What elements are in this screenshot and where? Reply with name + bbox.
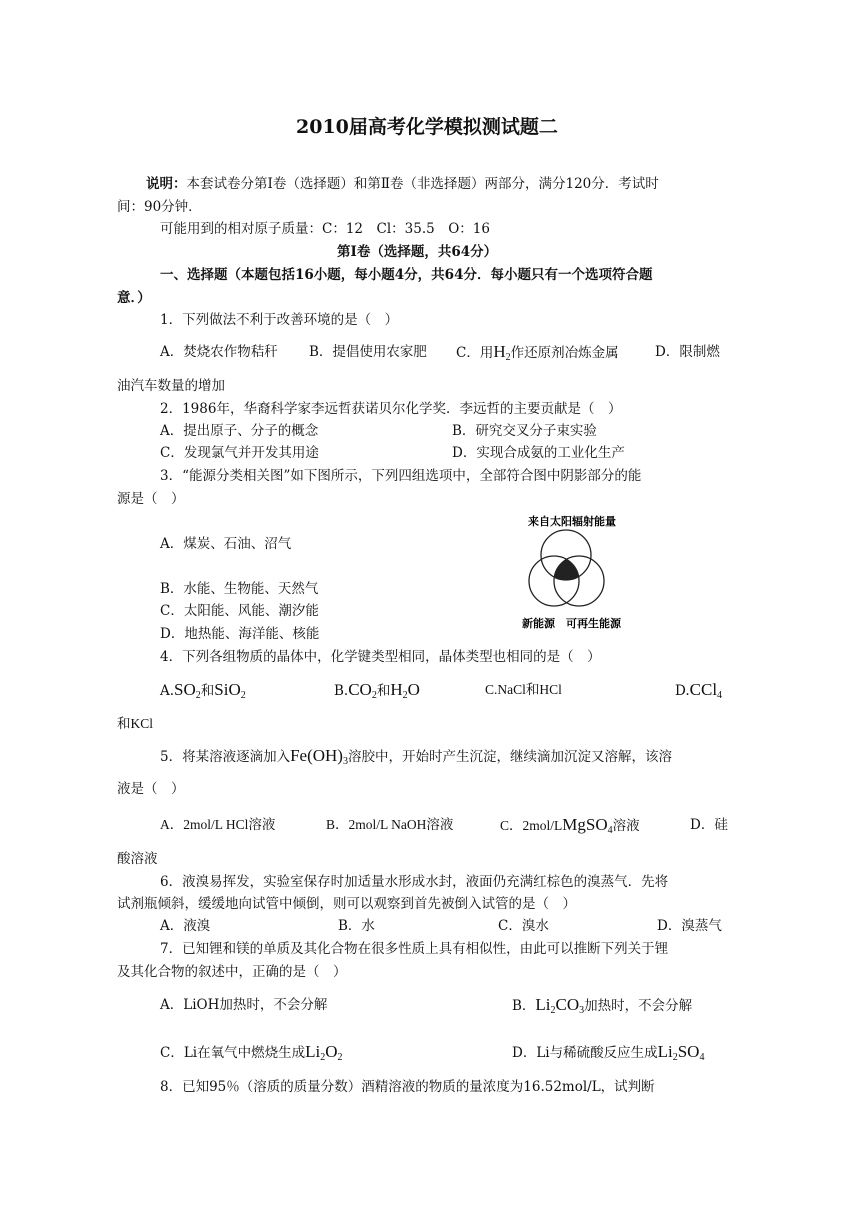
q3-option-c: C．太阳能、风能、潮汐能	[160, 603, 319, 619]
q2-option-a: A．提出原子、分子的概念	[160, 423, 319, 439]
q1-option-b: B．提倡使用农家肥	[309, 344, 427, 360]
q4-option-c: C.NaCl和HCl	[485, 682, 562, 697]
q3-stem-line-2: 源是（ ）	[117, 491, 185, 507]
q6-option-c: C．溴水	[498, 918, 549, 934]
q1-option-d-continued: 油汽车数量的增加	[117, 378, 225, 394]
q4-option-b: $B.CO_2$和$H_2O$	[334, 680, 420, 701]
q6-option-a: A．液溴	[160, 918, 211, 934]
q4-option-a: $A.SO_2$和SiO$_2$	[160, 680, 246, 701]
q7-stem-line-2: 及其化合物的叙述中，正确的是（ ）	[117, 964, 347, 980]
q7-option-b: B．$Li_2CO_3$加热时，不会分解	[512, 995, 693, 1016]
section1-line-2: 意．）	[117, 290, 151, 306]
q2-stem: 2．1986年，华裔科学家李远哲获诺贝尔化学奖．李远哲的主要贡献是（ ）	[160, 401, 622, 417]
q3-stem-line-1: 3．“能源分类相关图”如下图所示，下列四组选项中，全部符合图中阴影部分的能	[160, 468, 642, 484]
q2-option-c: C．发现氯气并开发其用途	[160, 445, 319, 461]
q5-option-c: C．2mol/LMgSO$_4$溶液	[500, 815, 640, 836]
q8-stem: 8．已知95％（溶质的质量分数）酒精溶液的物质的量浓度为16.52mol/L，试判断	[160, 1079, 655, 1095]
intro-line-1	[146, 174, 659, 194]
q3-option-b: B．水能、生物能、天然气	[160, 581, 319, 597]
q4-option-d-continued: 和KCl	[117, 716, 154, 731]
q1-option-a: A．焚烧农作物秸秆	[160, 344, 278, 360]
q5-option-b: B．2mol/L NaOH溶液	[326, 817, 454, 832]
q4-option-d: D.CCl$_4$	[675, 680, 723, 701]
q5-option-a: A．2mol/L HCl溶液	[160, 817, 276, 832]
q5-stem-line-2: 液是（ ）	[117, 781, 185, 797]
q7-option-c: C．Li在氧气中燃烧生成$Li_2O_2$	[160, 1042, 343, 1063]
q2-option-b: B．研究交叉分子束实验	[452, 423, 597, 439]
q6-option-b: B．水	[338, 918, 375, 934]
q7-option-a: A．LiOH加热时，不会分解	[160, 997, 328, 1013]
q1-option-c: C．用$H_2$作还原剂冶炼金属	[456, 342, 619, 363]
venn-label-solar: 来自太阳辐射能量	[528, 515, 616, 528]
q3-option-a: A．煤炭、石油、沼气	[160, 536, 292, 552]
intro-text-1: 本套试卷分第Ⅰ卷（选择题）和第Ⅱ卷（非选择题）两部分，满分120分．考试时	[186, 176, 659, 192]
q5-stem-line-1: 5．将某溶液逐滴加入$Fe(OH)_3$溶胶中，开始时产生沉淀，继续滴加沉淀又溶解，该溶	[160, 746, 672, 767]
q1-stem: 1．下列做法不利于改善环境的是（ ）	[160, 312, 399, 328]
q6-stem-line-2: 试剂瓶倾斜，缓缓地向试管中倾倒，则可以观察到首先被倒入试管的是（ ）	[117, 896, 576, 912]
q7-option-d: D．Li与稀硫酸反应生成$Li_2SO_4$	[512, 1042, 705, 1063]
q2-option-d: D．实现合成氨的工业化生产	[452, 445, 625, 461]
q7-stem-line-1: 7．已知锂和镁的单质及其化合物在很多性质上具有相似性，由此可以推断下列关于锂	[160, 941, 669, 957]
q4-stem: 4．下列各组物质的晶体中，化学键类型相同，晶体类型也相同的是（ ）	[160, 649, 601, 665]
q6-stem-line-1: 6．液溴易挥发，实验室保存时加适量水形成水封，液面仍充满红棕色的溴蒸气．先将	[160, 874, 669, 890]
q5-option-d-continued: 酸溶液	[117, 851, 158, 867]
q1-option-d: D．限制燃	[655, 344, 720, 360]
venn-label-new-energy: 新能源	[522, 617, 555, 630]
energy-venn-diagram	[518, 515, 630, 633]
q3-option-d: D．地热能、海洋能、核能	[160, 626, 320, 642]
atomic-mass-note: 可能用到的相对原子质量：C：12 Cl：35.5 O：16	[160, 221, 490, 237]
page-title: 2010届高考化学模拟测试题二	[296, 116, 558, 138]
q5-option-d: D．硅	[690, 817, 728, 833]
part1-heading: 第Ⅰ卷（选择题，共64分）	[337, 244, 498, 260]
venn-label-renewable: 可再生能源	[566, 617, 621, 630]
q6-option-d: D．溴蒸气	[657, 918, 722, 934]
section1-line-1: 一、选择题（本题包括16小题，每小题4分，共64分．每小题只有一个选项符合题	[160, 267, 653, 283]
intro-label: 说明：	[146, 176, 187, 192]
intro-line-2: 间：90分钟．	[117, 199, 202, 215]
